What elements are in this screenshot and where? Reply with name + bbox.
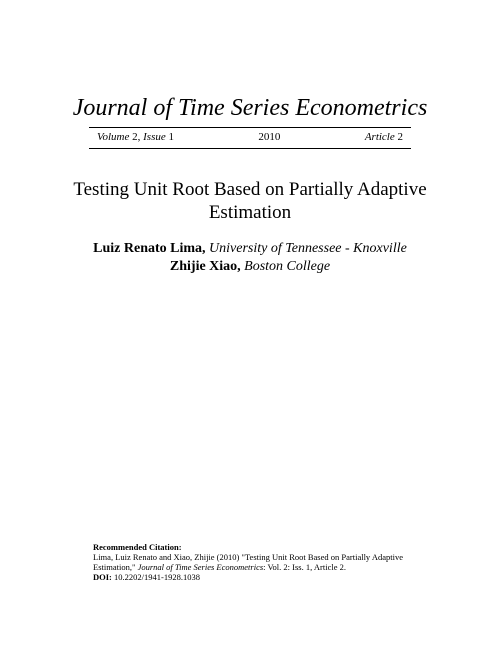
citation-line-2 [93, 562, 423, 572]
citation-label: Recommended Citation: [93, 542, 182, 552]
volume-label: Volume [97, 131, 130, 143]
citation-doi [93, 572, 423, 582]
paper-title-line-2: Estimation [208, 202, 292, 223]
author-name: Luiz Renato Lima, [93, 241, 206, 256]
author-list [40, 240, 460, 276]
recommended-citation [93, 542, 423, 582]
article-number: 2 [397, 131, 403, 143]
author-name: Zhijie Xiao, [169, 259, 241, 274]
citation-line-2-prefix: Estimation," [93, 562, 136, 572]
issue-bar [97, 131, 403, 144]
citation-line-2-suffix: : Vol. 2: Iss. 1, Article 2. [263, 562, 346, 572]
issue-label: Issue [143, 131, 166, 143]
doi-value: 10.2202/1941-1928.1038 [114, 572, 200, 582]
author-affiliation: Boston College [244, 259, 331, 274]
article-label: Article [364, 131, 395, 143]
volume-number: 2, [132, 131, 141, 143]
author-entry-1 [40, 240, 460, 258]
citation-journal: Journal of Time Series Econometrics [137, 562, 264, 572]
doi-label: DOI: [93, 572, 112, 582]
year: 2010 [258, 131, 281, 143]
paper-title [60, 178, 440, 224]
bottom-rule [89, 148, 411, 149]
article-info [365, 131, 403, 144]
top-rule [89, 127, 411, 128]
paper-title-line-1: Testing Unit Root Based on Partially Adaptive [73, 179, 427, 200]
author-entry-2 [40, 258, 460, 276]
author-affiliation: University of Tennessee - Knoxville [209, 241, 407, 256]
volume-issue [97, 131, 174, 144]
citation-line-1: Lima, Luiz Renato and Xiao, Zhijie (2010) "Testing Unit Root Based on Partially Adaptive [93, 552, 403, 562]
journal-title: Journal of Time Series Econometrics [72, 95, 428, 121]
issue-number: 1 [168, 131, 174, 143]
